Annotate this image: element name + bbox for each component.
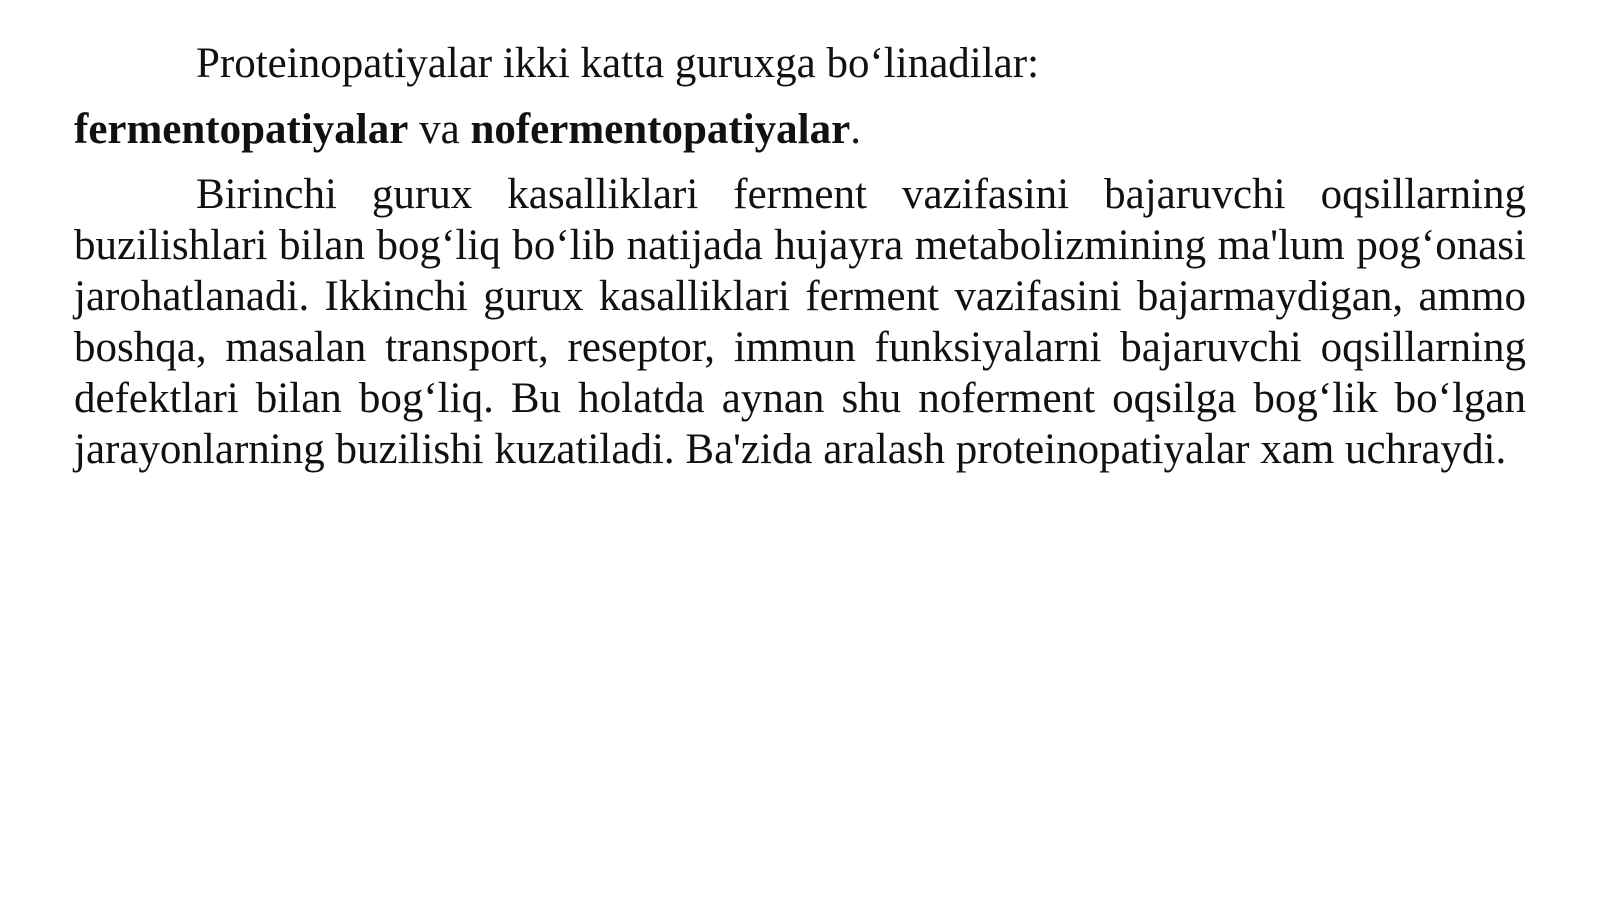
terms-end-punctuation: .: [850, 106, 861, 153]
terms-line: [74, 104, 1526, 155]
terms-connector: va: [408, 106, 471, 153]
intro-paragraph: Proteinopatiyalar ikki katta guruxga bo‘linadilar:: [196, 40, 1040, 87]
body-paragraph: Birinchi gurux kasalliklari ferment vazifasini bajaruvchi oqsillarning buzilishlari bilan bog‘liq bo‘lib natijada hujayra metabolizmining ma'lum pog‘onasi jarohatlanadi. Ikkinchi gurux kasalliklari ferment vazifasini bajarmaydigan, ammo boshqa, masalan transport, reseptor, immun funksiyalarni bajaruvchi oqsillarning defektlari bilan bog‘liq. Bu holatda aynan shu noferment oqsilga bog‘lik bo‘lgan jarayonlarning buzilishi kuzatiladi. Ba'zida aralash proteinopatiyalar xam uchraydi.: [74, 171, 1526, 473]
term-nonfermentopathies: nofermentopatiyalar: [470, 106, 851, 153]
term-fermentopathies: fermentopatiyalar: [74, 106, 409, 153]
